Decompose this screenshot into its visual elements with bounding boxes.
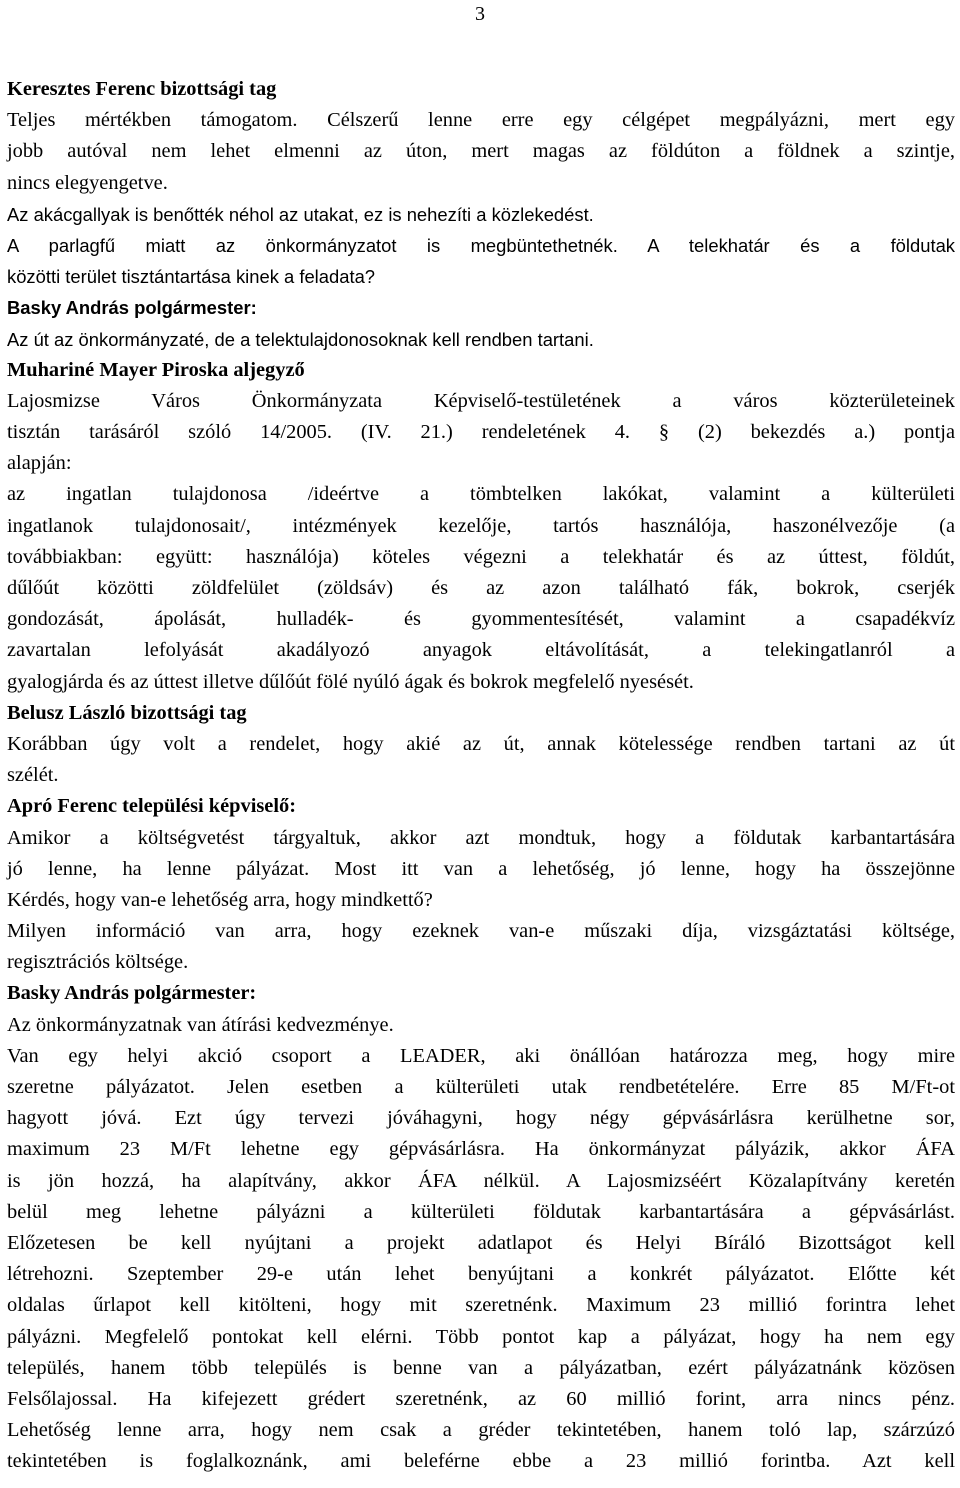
text-line: Korábban úgy volt a rendelet, hogy akié az út, annak kötelessége rendben tartani az út: [7, 732, 955, 755]
text-line: szélét.: [7, 764, 59, 787]
text-line: belül meg lehetne pályázni a külterületi földutak karbantartására a gépvásárlást.: [7, 1200, 955, 1223]
text-line: Kérdés, hogy van-e lehetőség arra, hogy mindkettő?: [7, 888, 433, 911]
text-line: jó lenne, ha lenne pályázat. Most itt van a lehetőség, jó lenne, hogy ha összejönne: [7, 857, 955, 880]
text-line: gyalogjárda és az úttest illetve dűlőút fölé nyúló ágak és bokrok megfelelő nyesését.: [7, 670, 694, 693]
text-line: Előzetesen be kell nyújtani a projekt adatlapot és Helyi Bíráló Bizottságot kell: [7, 1231, 955, 1254]
text-line: település, hanem több település is benne van a pályázatban, ezért pályázatnánk közösen: [7, 1356, 955, 1379]
text-line: tisztán tarásáról szóló 14/2005. (IV. 21.) rendeletének 4. § (2) bekezdés a.) pontja: [7, 421, 955, 444]
text-line: A parlagfű miatt az önkormányzatot is megbüntethetnék. A telekhatár és a földutak: [7, 234, 955, 256]
text-line: pályázni. Megfelelő pontokat kell elérni. Több pontot kap a pályázat, hogy ha nem egy: [7, 1325, 955, 1348]
text-line: regisztrációs költsége.: [7, 951, 189, 974]
text-line: oldalas űrlapot kell kitölteni, hogy mit szeretnénk. Maximum 23 millió forintra lehet: [7, 1294, 955, 1317]
text-line: az ingatlan tulajdonosa /ideértve a tömbtelken lakókat, valamint a külterületi: [7, 483, 955, 506]
text-line: maximum 23 M/Ft lehetne egy gépvásárlásra. Ha önkormányzat pályázik, akkor ÁFA: [7, 1138, 955, 1161]
text-line: továbbiakban: együtt: használója) köteles végezni a telekhatár és az úttest, földút,: [7, 545, 955, 568]
text-line: Lajosmizse Város Önkormányzata Képviselő-testületének a város közterületeinek: [7, 389, 955, 412]
speaker-heading: Belusz László bizottsági tag: [7, 701, 247, 724]
text-line: Van egy helyi akció csoport a LEADER, aki önállóan határozza meg, hogy mire: [7, 1044, 955, 1067]
speaker-heading: Basky András polgármester:: [7, 297, 257, 319]
text-line: Milyen információ van arra, hogy ezeknek van-e műszaki díja, vizsgáztatási költsége,: [7, 920, 955, 943]
text-line: Az akácgallyak is benőtték néhol az utakat, ez is nehezíti a közlekedést.: [7, 203, 594, 225]
text-line: Felsőlajossal. Ha kifejezett grédert szeretnénk, az 60 millió forint, arra nincs pénz.: [7, 1387, 955, 1410]
text-line: közötti terület tisztántartása kinek a feladata?: [7, 266, 376, 288]
text-line: is jön hozzá, ha alapítvány, akkor ÁFA nélkül. A Lajosmizséért Közalapítvány keretén: [7, 1169, 955, 1192]
document-body: [7, 74, 955, 1477]
text-line: Amikor a költségvetést tárgyaltuk, akkor azt mondtuk, hogy a földutak karbantartására: [7, 826, 955, 849]
text-line: ingatlanok tulajdonosait/, intézmények kezelője, tartós használója, haszonélvezője (a: [7, 514, 955, 537]
text-line: tekintetében is foglalkoznánk, ami beleférne ebbe a 23 millió forintba. Azt kell: [7, 1450, 955, 1473]
text-line: jobb autóval nem lehet elmenni az úton, mert magas az földúton a földnek a szintje,: [7, 140, 955, 163]
speaker-heading: Apró Ferenc települési képviselő:: [7, 795, 297, 818]
text-line: Teljes mértékben támogatom. Célszerű lenne erre egy célgépet megpályázni, mert egy: [7, 109, 955, 132]
text-line: Az önkormányzatnak van átírási kedvezménye.: [7, 1013, 394, 1036]
speaker-heading: Basky András polgármester:: [7, 982, 257, 1005]
text-line: létrehozni. Szeptember 29-e után lehet benyújtani a konkrét pályázatot. Előtte két: [7, 1263, 955, 1286]
text-line: zavartalan lefolyását akadályozó anyagok eltávolítását, a telekingatlanról a: [7, 639, 955, 662]
page-number: 3: [475, 3, 485, 25]
text-line: nincs elegyengetve.: [7, 171, 168, 194]
text-line: szeretne pályázatot. Jelen esetben a külterületi utak rendbetételére. Erre 85 M/Ft-ot: [7, 1076, 955, 1098]
text-line: Lehetőség lenne arra, hogy nem csak a gréder tekintetében, hanem toló lap, szárzúzó: [7, 1419, 955, 1442]
text-line: Az út az önkormányzaté, de a telektulajdonosoknak kell rendben tartani.: [7, 328, 594, 350]
text-line: hagyott jóvá. Ezt úgy tervezi jóváhagyni, hogy négy gépvásárlásra kerülhetne sor,: [7, 1107, 955, 1130]
speaker-heading: Keresztes Ferenc bizottsági tag: [7, 78, 277, 100]
text-line: gondozását, ápolását, hulladék- és gyommentesítését, valamint a csapadékvíz: [7, 608, 955, 631]
text-line: dűlőút közötti zöldfelület (zöldsáv) és az azon található fák, bokrok, cserjék: [7, 577, 955, 599]
text-line: alapján:: [7, 452, 72, 475]
speaker-heading: Muhariné Mayer Piroska aljegyző: [7, 358, 305, 381]
